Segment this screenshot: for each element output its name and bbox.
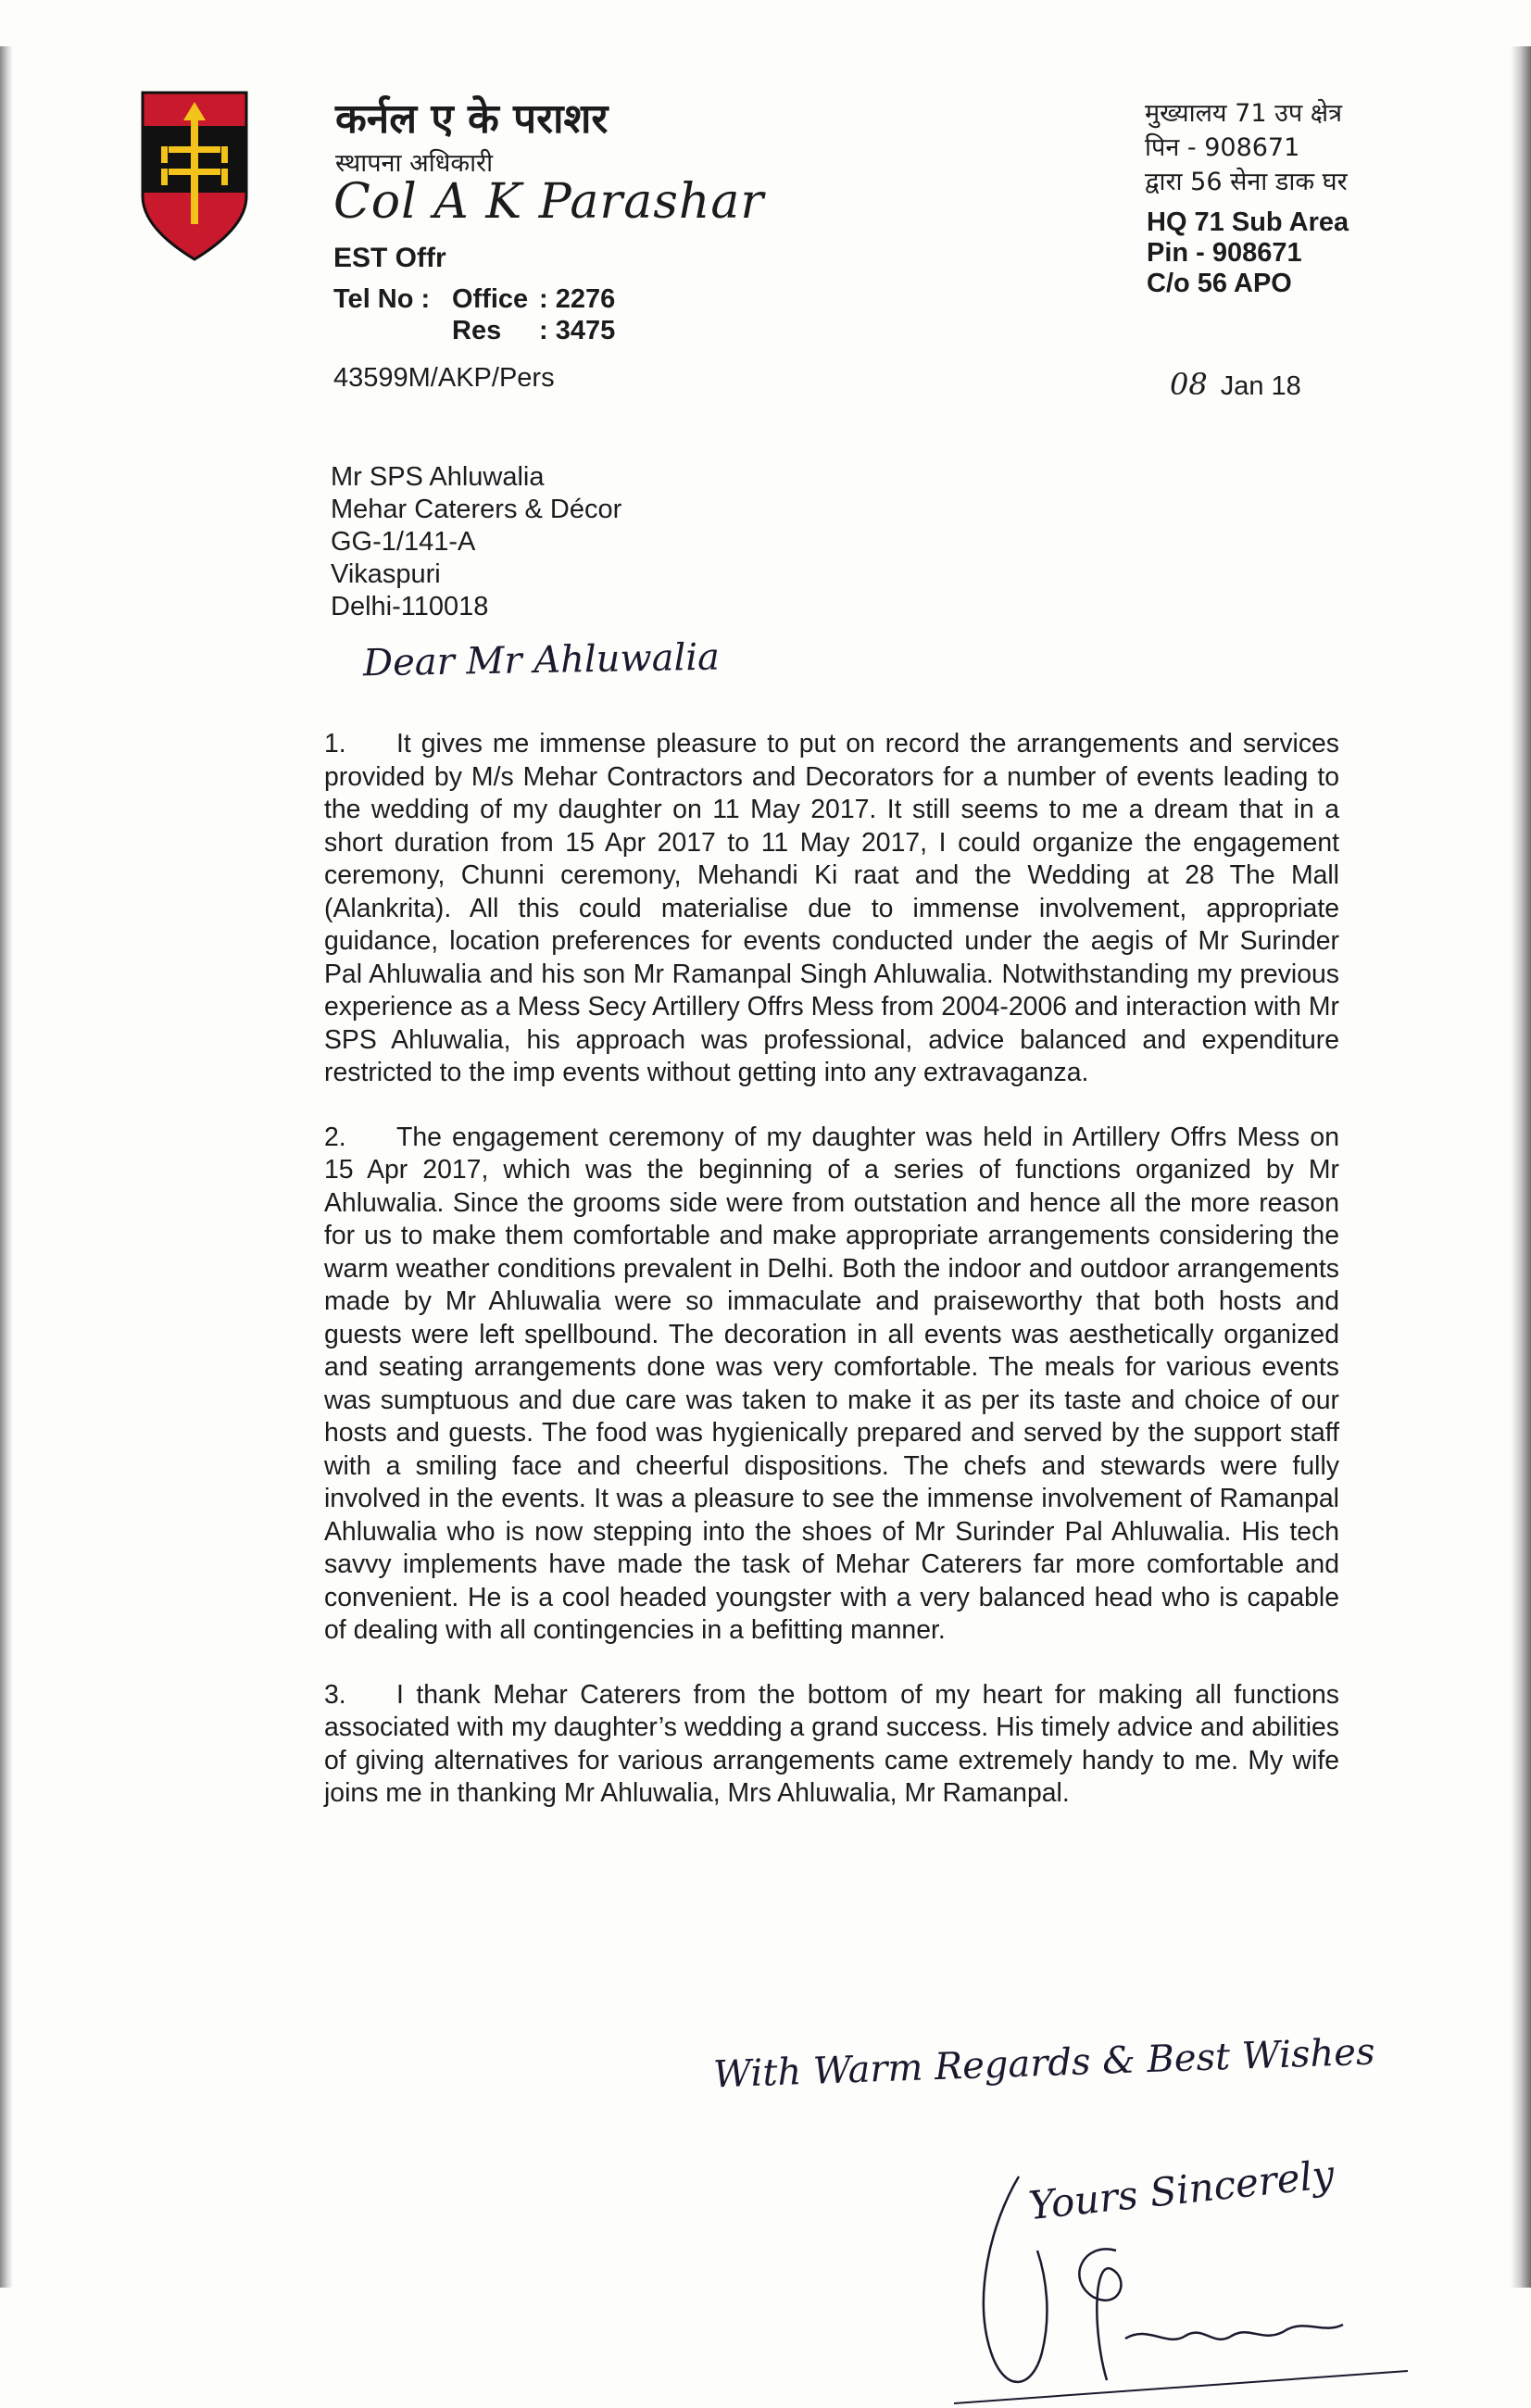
formation-shield-icon — [139, 89, 250, 263]
letter-body — [324, 728, 1339, 1842]
tel-label: Tel No : — [333, 284, 431, 314]
scan-edge-left — [0, 46, 13, 2288]
reference-number: 43599M/AKP/Pers — [333, 363, 555, 393]
paragraph-number: 3. — [324, 1679, 346, 1710]
paragraph-text: The engagement ceremony of my daughter was held in Artillery Offrs Mess on 15 Apr 2017, which was the beginning of a series of functions organized by Mr Ahluwalia. Since the grooms side were from outstation and hence all the more reason for us to make them comfortable and make appropriate arrangements considering the warm weather conditions prevalent in Delhi. Both the indoor and outdoor arrangements made by Mr Ahluwalia were so immaculate and praiseworthy that both hosts and guests were left spellbound. The decoration in all events was aesthetically organized and seating arrangements done was very comfortable. The meals for various events was sumptuous and due care was taken to make it as per its taste and choice of our hosts and guests. The food was hygienically prepared and served by the support staff with a smiling face and cheerful dispositions. The chefs and stewards were fully involved in the events. It was a pleasure to see the immense involvement of Ramanpal Ahluwalia who is now stepping into the shoes of Mr Surinder Pal Ahluwalia. His tech savvy implements have made the task of Mehar Caterers far more comfortable and convenient. He is a cool headed youngster with a very balanced head who is capable of dealing with all contingencies in a befitting manner. — [324, 1122, 1339, 1645]
recipient-line: Mehar Caterers & Décor — [331, 495, 622, 524]
address-hindi-line: मुख्यालय 71 उप क्षेत्र — [1145, 99, 1343, 128]
recipient-address — [331, 461, 621, 623]
address-line: HQ 71 Sub Area — [1147, 207, 1349, 237]
address-hindi-line: पिन - 908671 — [1145, 133, 1300, 162]
address-line: Pin - 908671 — [1147, 238, 1302, 268]
telephone-block — [333, 283, 615, 346]
paragraph-number: 2. — [324, 1122, 346, 1152]
scan-edge-right — [1511, 46, 1531, 2288]
handwritten-closing: With Warm Regards & Best Wishes — [712, 2030, 1376, 2097]
address-hindi-line: द्वारा 56 सेना डाक घर — [1145, 168, 1348, 196]
handwritten-sign-off: Yours Sincerely — [1026, 2151, 1336, 2229]
address-hindi — [1145, 96, 1348, 199]
paragraph — [324, 728, 1339, 1090]
res-number: : 3475 — [539, 316, 616, 345]
officer-role: EST Offr — [333, 243, 446, 273]
signature-icon — [954, 2139, 1417, 2408]
officer-role-hindi: स्थापना अधिकारी — [335, 149, 494, 178]
handwritten-salutation: Dear Mr Ahluwalia — [362, 635, 721, 685]
address-line: C/o 56 APO — [1147, 269, 1292, 298]
paragraph-number: 1. — [324, 729, 346, 759]
date-day: 08 — [1170, 367, 1208, 402]
recipient-line: GG-1/141-A — [331, 527, 476, 557]
paragraph — [324, 1679, 1339, 1811]
recipient-line: Vikaspuri — [331, 559, 441, 589]
recipient-line: Delhi-110018 — [331, 592, 489, 621]
officer-name: Col A K Parashar — [333, 174, 765, 230]
address-english — [1147, 207, 1349, 299]
paragraph — [324, 1122, 1339, 1648]
letter-date — [1170, 367, 1301, 402]
paragraph-text: It gives me immense pleasure to put on record the arrangements and services provided by M/s Mehar Contractors and Decorators for a number of events leading to the wedding of my daughter on 11 May 2017. It still seems to me a dream that in a short duration from 15 Apr 2017 to 11 May 2017, I could organize the engagement ceremony, Chunni ceremony, Mehandi Ki raat and the Wedding at 28 The Mall (Alankrita). All this could materialise due to immense involvement, appropriate guidance, location preferences for events conducted under the aegis of Mr Surinder Pal Ahluwalia and his son Mr Ramanpal Singh Ahluwalia. Notwithstanding my previous experience as a Mess Secy Artillery Offrs Mess from 2004-2006 and interaction with Mr SPS Ahluwalia, his approach was professional, advice balanced and expenditure restricted to the imp events without getting into any extravaganza. — [324, 729, 1339, 1087]
paragraph-text: I thank Mehar Caterers from the bottom of my heart for making all functions associated with my daughter’s wedding a grand success. His timely advice and abilities of giving alternatives for various arrangements came extremely handy to me. My wife joins me in thanking Mr Ahluwalia, Mrs Ahluwalia, Mr Ramanpal. — [324, 1679, 1339, 1808]
recipient-line: Mr SPS Ahluwalia — [331, 462, 545, 492]
res-label: Res — [452, 316, 502, 345]
office-number: : 2276 — [539, 284, 616, 314]
officer-name-hindi: कर्नल ए के पराशर — [335, 95, 609, 143]
date-month-year: Jan 18 — [1220, 371, 1301, 401]
office-label: Office — [452, 284, 529, 314]
